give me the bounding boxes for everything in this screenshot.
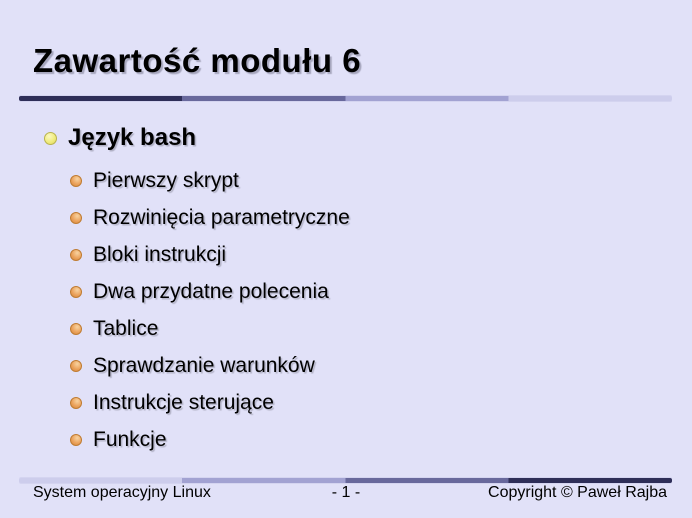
list-item [0,384,692,421]
list-item [0,162,692,199]
slide-title: Zawartość modułu 6 [33,42,362,79]
sub-list [0,162,692,458]
bullet-icon [70,397,82,409]
list-item [0,236,692,273]
list-item-label: Rozwinięcia parametryczne [93,205,350,229]
list-item-label: Pierwszy skrypt [93,168,239,192]
list-item-level1 [0,122,692,154]
bullet-icon [44,132,57,145]
bullet-icon [70,286,82,298]
list-item-label: Język bash [68,124,197,151]
footer-divider [19,478,672,483]
bullet-icon [70,212,82,224]
list-item [0,199,692,236]
footer [0,484,692,504]
footer-page-number: - 1 - [331,484,361,501]
bullet-icon [70,175,82,187]
list-item [0,421,692,458]
list-item [0,310,692,347]
bullet-icon [70,434,82,446]
list-item-label: Instrukcje sterujące [93,390,274,414]
outline-list [0,122,692,458]
list-item-label: Sprawdzanie warunków [93,353,315,377]
list-item-label: Bloki instrukcji [93,242,227,266]
footer-copyright: Copyright © Paweł Rajba [488,484,667,501]
footer-course-name: System operacyjny Linux [33,484,211,501]
list-item-label: Dwa przydatne polecenia [93,279,329,303]
list-item-label: Tablice [93,316,159,340]
title-divider [19,96,672,101]
bullet-icon [70,249,82,261]
list-item [0,347,692,384]
bullet-icon [70,360,82,372]
bullet-icon [70,323,82,335]
list-item-label: Funkcje [93,427,167,451]
list-item [0,273,692,310]
